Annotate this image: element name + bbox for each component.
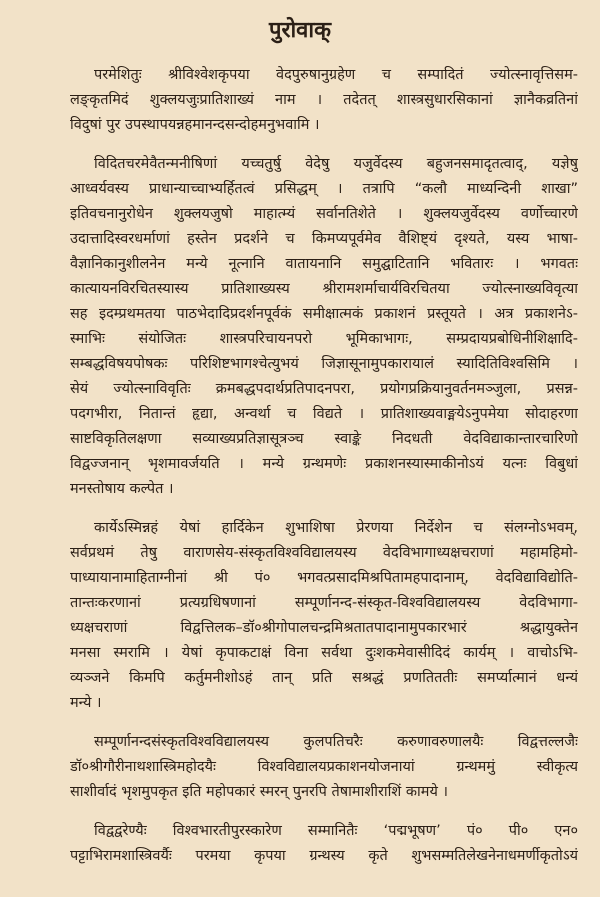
- text-line: वैज्ञानिकानुशीलनेन मन्ये नूत्नानि वातायनानि समुद्घाटितानि भवितारः । भगवतः: [70, 256, 578, 272]
- text-line: विद्वद्वरेण्यैः विश्वभारतीपुरस्कारेण सम्मानितैः ‘पद्मभूषण’ पं० पी० एन०: [94, 823, 578, 839]
- text-line: पदगभीरा, नितान्तं हृद्या, अन्वर्था च विद्यते । प्रातिशाख्यवाङ्मयेऽनुपमेया सोदाहरणा: [70, 406, 578, 422]
- text-line: इतिवचनानुरोधेन शुक्लयजुषो माहात्म्यं सर्वानतिशेते । शुक्लयजुर्वेदस्य वर्णोच्चारणे: [70, 206, 578, 222]
- text-line: पट्टाभिरामशास्त्रिवर्यैः परमया कृपया ग्रन्थस्य कृते शुभसम्मतिलेखनेनाधमर्णीकृतोऽयं: [70, 848, 578, 864]
- text-line: आध्वर्यवस्य प्राधान्याच्चाभ्यर्हितत्वं प्रसिद्धम् । तत्रापि “कलौ माध्यन्दिनी शाखा”: [70, 181, 578, 197]
- text-line: विद्वज्जनान् भृशमावर्जयति । मन्ये ग्रन्थमणेः प्रकाशनस्यास्माकीनोऽयं यत्नः विबुधां: [70, 456, 578, 472]
- text-line: डॉ०श्रीगौरीनाथशास्त्रिमहोदयैः विश्वविद्यालयप्रकाशनयोजनायां ग्रन्थममुं स्वीकृत्य: [70, 759, 578, 775]
- text-line: मनस्तोषाय कल्पेत ।: [70, 481, 174, 497]
- text-line: लङ्कृतमिदं शुक्लयजुःप्रातिशाख्यं नाम । तदेतत् शास्त्रसुधारसिकानां ज्ञानैकव्रतिनां: [70, 92, 578, 108]
- paragraph: [70, 63, 578, 138]
- text-line: पाध्यायानामाहिताग्नीनां श्री पं० भगवत्प्रसादमिश्रपितामहपादानाम्, वेदविद्याविद्योति-: [70, 570, 578, 586]
- paragraph: [70, 730, 578, 805]
- preface-body: [70, 63, 578, 883]
- text-line: विदुषां पुर उपस्थापयन्नहमानन्दसन्दोहमनुभवामि ।: [70, 117, 320, 133]
- text-line: सर्वप्रथमं तेषु वाराणसेय-संस्कृतविश्वविद्यालयस्य वेदविभागाध्यक्षचराणां महामहिमो-: [70, 545, 578, 561]
- text-line: उदात्तादिस्वरधर्माणां हस्तेन प्रदर्शने च किमप्यपूर्वमेव वैशिष्ट्यं दृश्यते, यस्य भाषा-: [70, 231, 578, 247]
- text-line: सह इदम्प्रथमतया पाठभेदादिप्रदर्शनपूर्वकं समीक्षात्मकं प्रकाशनं प्रस्तूयते । अत्र प्रकाशनेऽ-: [70, 306, 578, 322]
- text-line: तान्तःकरणानां प्रत्यग्रधिषणानां सम्पूर्णानन्द-संस्कृत-विश्वविद्यालयस्य वेदविभागा-: [70, 595, 578, 611]
- text-line: सम्पूर्णानन्दसंस्कृतविश्वविद्यालयस्य कुलपतिचरैः करुणावरुणालयैः विद्वत्तल्लजैः: [94, 734, 578, 750]
- text-line: ध्यक्षचराणां विद्वत्तिलक–डॉ०श्रीगोपालचन्द्रमिश्रतातपादानामुपकारभारं श्रद्धायुक्तेन: [70, 620, 578, 636]
- text-line: परमेशितुः श्रीविश्वेशकृपया वेदपुरुषानुग्रहेण च सम्पादितं ज्योत्स्नावृत्तिसम-: [94, 67, 578, 83]
- text-line: स्माभिः संयोजितः शास्त्रपरिचायनपरो भूमिकाभागः, सम्प्रदायप्रबोधिनीशिक्षादि-: [70, 331, 578, 347]
- paragraph: [70, 152, 578, 502]
- text-line: सेयं ज्योत्स्नाविवृतिः क्रमबद्धपदार्थप्रतिपादनपरा, प्रयोगप्रक्रियानुवर्तनमञ्जुला, प्रसन्न-: [70, 381, 578, 397]
- text-line: सम्बद्धविषयपोषकः परिशिष्टभागश्चेत्युभयं जिज्ञासूनामुपकारायालं स्यादितिविश्वसिमि ।: [70, 356, 578, 372]
- page-title: पुरोवाक्: [268, 18, 332, 43]
- text-line: साशीर्वादं भृशमुपकृत इति महोपकारं स्मरन् पुनरपि तेषामाशीराशिं कामये ।: [70, 784, 448, 800]
- paragraph: [70, 819, 578, 869]
- text-line: कात्यायनविरचितस्यास्य प्रातिशाख्यस्य श्रीरामशर्माचार्यविरचितया ज्योत्स्नाख्यविवृत्या: [70, 281, 578, 297]
- text-line: विदितचरमेवैतन्मनीषिणां यच्चतुर्षु वेदेषु यजुर्वेदस्य बहुजनसमादृतत्वाद्, यज्ञेषु: [94, 156, 578, 172]
- paragraph: [70, 516, 578, 716]
- text-line: मनसा स्मरामि । येषां कृपाकटाक्षं विना सर्वथा दुःशकमेवासीदिदं कार्यम् । वाचोऽभि-: [70, 645, 578, 661]
- text-line: साष्टविकृतिलक्षणा सव्याख्यप्रतिज्ञासूत्रञ्च स्वाङ्के निदधती वेदविद्याकान्तारचारिणो: [70, 431, 578, 447]
- text-line: कार्येऽस्मिन्नहं येषां हार्दिकेन शुभाशिषा प्रेरणया निर्देशेन च संलग्नोऽभवम्,: [94, 520, 578, 536]
- text-line: मन्ये ।: [70, 695, 102, 711]
- text-line: व्यञ्जने किमपि कर्तुमनीशोऽहं तान् प्रति सश्रद्धं प्रणतिततीः समर्प्यात्मानं धन्यं: [70, 670, 578, 686]
